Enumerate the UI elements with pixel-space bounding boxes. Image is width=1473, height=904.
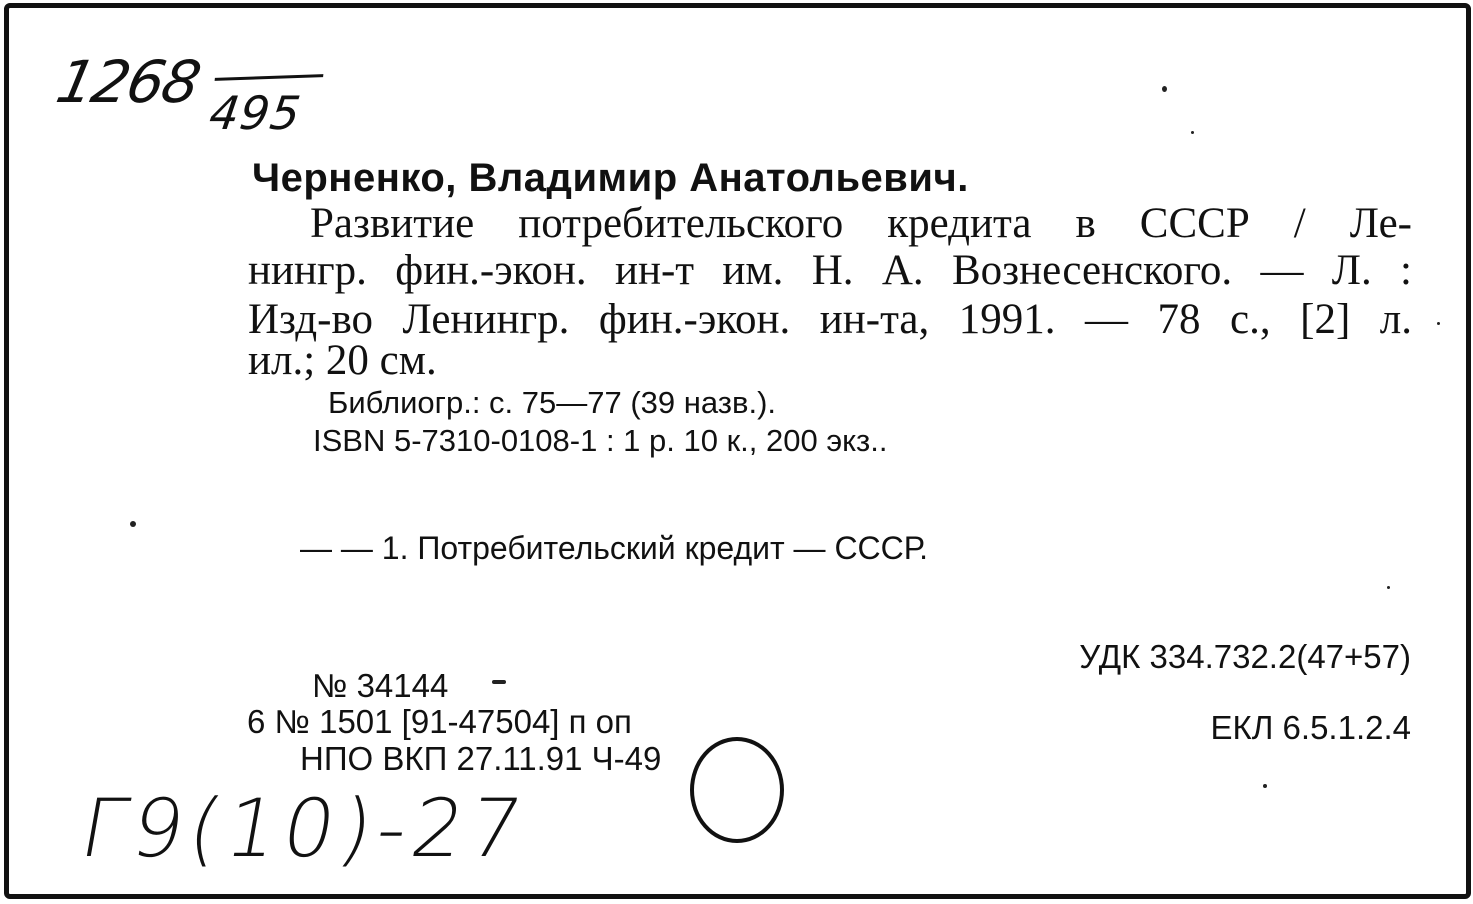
udc-code: УДК 334.732.2(47+57) bbox=[1079, 638, 1411, 675]
shelf-mark-main: 1268 bbox=[50, 48, 205, 116]
title-line-1: Развитие потребительского кредита в СССР / Ле- bbox=[310, 200, 1412, 247]
ink-speck bbox=[1162, 86, 1167, 92]
ink-speck bbox=[1263, 784, 1267, 788]
handwritten-class-code: Г9(10)-27 bbox=[73, 782, 535, 875]
isbn-line: ISBN 5-7310-0108-1 : 1 р. 10 к., 200 экз.. bbox=[313, 423, 888, 458]
punch-hole bbox=[690, 737, 784, 843]
ink-speck bbox=[130, 521, 136, 527]
npo-line: НПО ВКП 27.11.91 Ч-49 bbox=[300, 740, 662, 777]
subject-heading: — — 1. Потребительский кредит — СССР. bbox=[300, 530, 928, 566]
ink-speck bbox=[1437, 322, 1440, 325]
bibliography-note: Библиогр.: с. 75—77 (39 назв.). bbox=[328, 385, 777, 420]
ink-speck bbox=[1387, 586, 1390, 589]
title-line-4: ил.; 20 см. bbox=[248, 337, 437, 384]
title-line-3: Изд-во Ленингр. фин.-экон. ин-та, 1991. — 78 с., [2] л. bbox=[248, 296, 1412, 343]
print-run-info: 6 № 1501 [91-47504] п оп bbox=[247, 703, 632, 740]
ekl-code: ЕКЛ 6.5.1.2.4 bbox=[1210, 709, 1411, 746]
shelf-mark-sub: 495 bbox=[206, 86, 305, 140]
author-heading: Черненко, Владимир Анатольевич. bbox=[252, 156, 969, 200]
ink-speck bbox=[1191, 131, 1194, 134]
ink-speck bbox=[492, 680, 506, 684]
order-number: № 34144 bbox=[312, 667, 449, 704]
title-line-2: нингр. фин.-экон. ин-т им. Н. А. Вознесенского. — Л. : bbox=[248, 247, 1412, 294]
